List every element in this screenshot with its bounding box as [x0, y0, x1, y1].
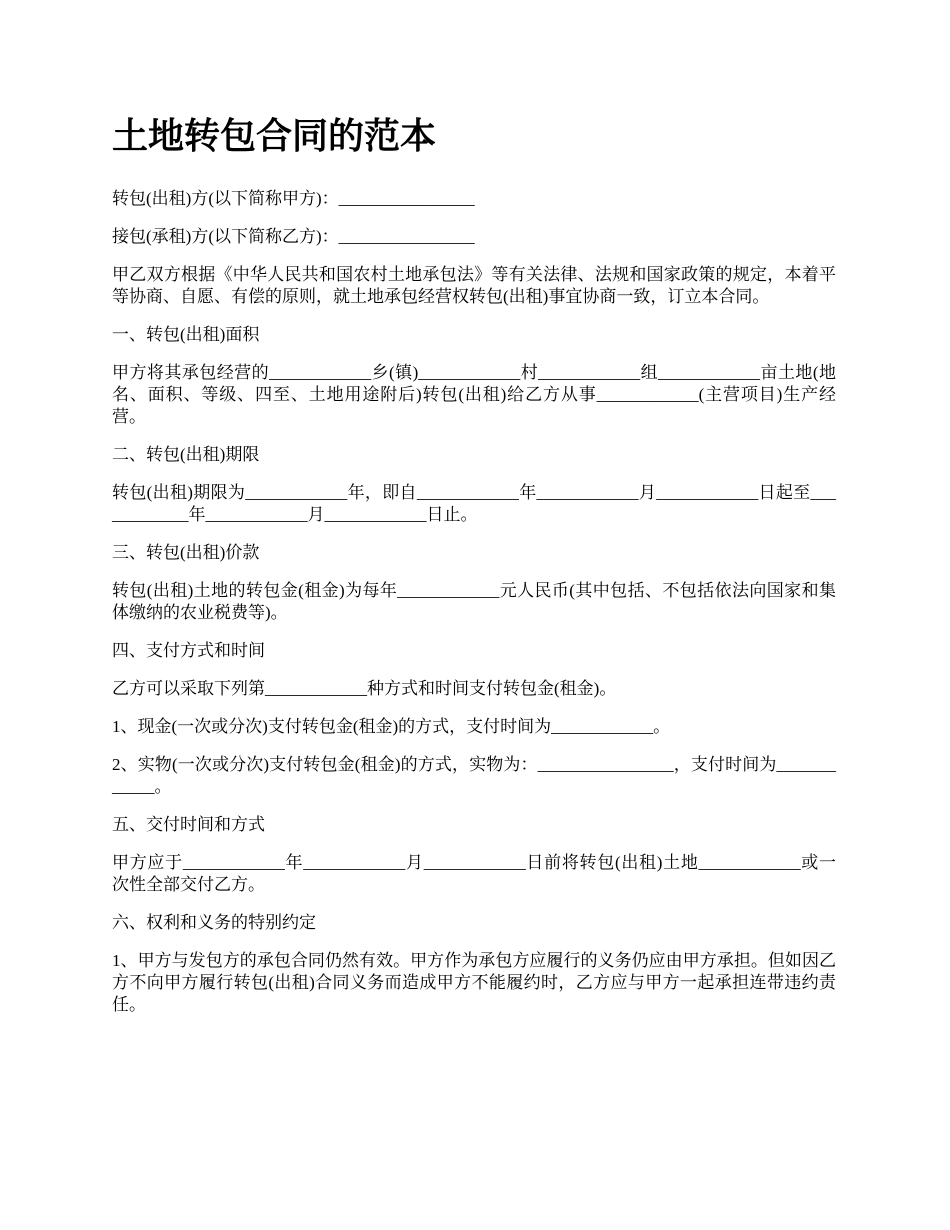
payment-goods-paragraph: 2、实物(一次或分次)支付转包金(租金)的方式，实物为：________________，支付时间为____________。: [112, 755, 836, 796]
party-b-line: 接包(承租)方(以下简称乙方)：________________: [112, 227, 475, 246]
document-title: 土地转包合同的范本: [112, 116, 437, 156]
party-a-line: 转包(出租)方(以下简称甲方)：________________: [112, 189, 475, 208]
section-heading-price: 三、转包(出租)价款: [112, 543, 260, 562]
price-paragraph: 转包(出租)土地的转包金(租金)为每年____________元人民币(其中包括、不包括依法向国家和集体缴纳的农业税费等)。: [112, 581, 836, 622]
document-page: [112, 112, 836, 1032]
delivery-paragraph: 甲方应于____________年____________月____________日前将转包(出租)土地____________或一次性全部交付乙方。: [112, 853, 836, 894]
payment-intro-paragraph: 乙方可以采取下列第____________种方式和时间支付转包金(租金)。: [112, 679, 617, 698]
area-paragraph: 甲方将其承包经营的____________乡(镇)____________村____________组____________亩土地(地名、面积、等级、四至、土地用途附后)转包(出租)给乙方从事____________(主营项目)生产经营。: [112, 363, 836, 426]
section-heading-area: 一、转包(出租)面积: [112, 325, 260, 344]
payment-cash-paragraph: 1、现金(一次或分次)支付转包金(租金)的方式，支付时间为____________。: [112, 717, 671, 736]
term-paragraph: 转包(出租)期限为____________年，即自____________年____________月____________日起至____________年____________月____________日止。: [112, 483, 836, 524]
section-heading-term: 二、转包(出租)期限: [112, 445, 260, 464]
preamble-paragraph: 甲乙双方根据《中华人民共和国农村土地承包法》等有关法律、法规和国家政策的规定，本着平等协商、自愿、有偿的原则，就土地承包经营权转包(出租)事宜协商一致，订立本合同。: [112, 265, 836, 306]
section-heading-delivery: 五、交付时间和方式: [112, 815, 265, 834]
section-heading-rights: 六、权利和义务的特别约定: [112, 913, 316, 932]
rights-paragraph: 1、甲方与发包方的承包合同仍然有效。甲方作为承包方应履行的义务仍应由甲方承担。但如因乙方不向甲方履行转包(出租)合同义务而造成甲方不能履约时，乙方应与甲方一起承担连带违约责任。: [112, 951, 836, 1014]
section-heading-payment: 四、支付方式和时间: [112, 641, 265, 660]
